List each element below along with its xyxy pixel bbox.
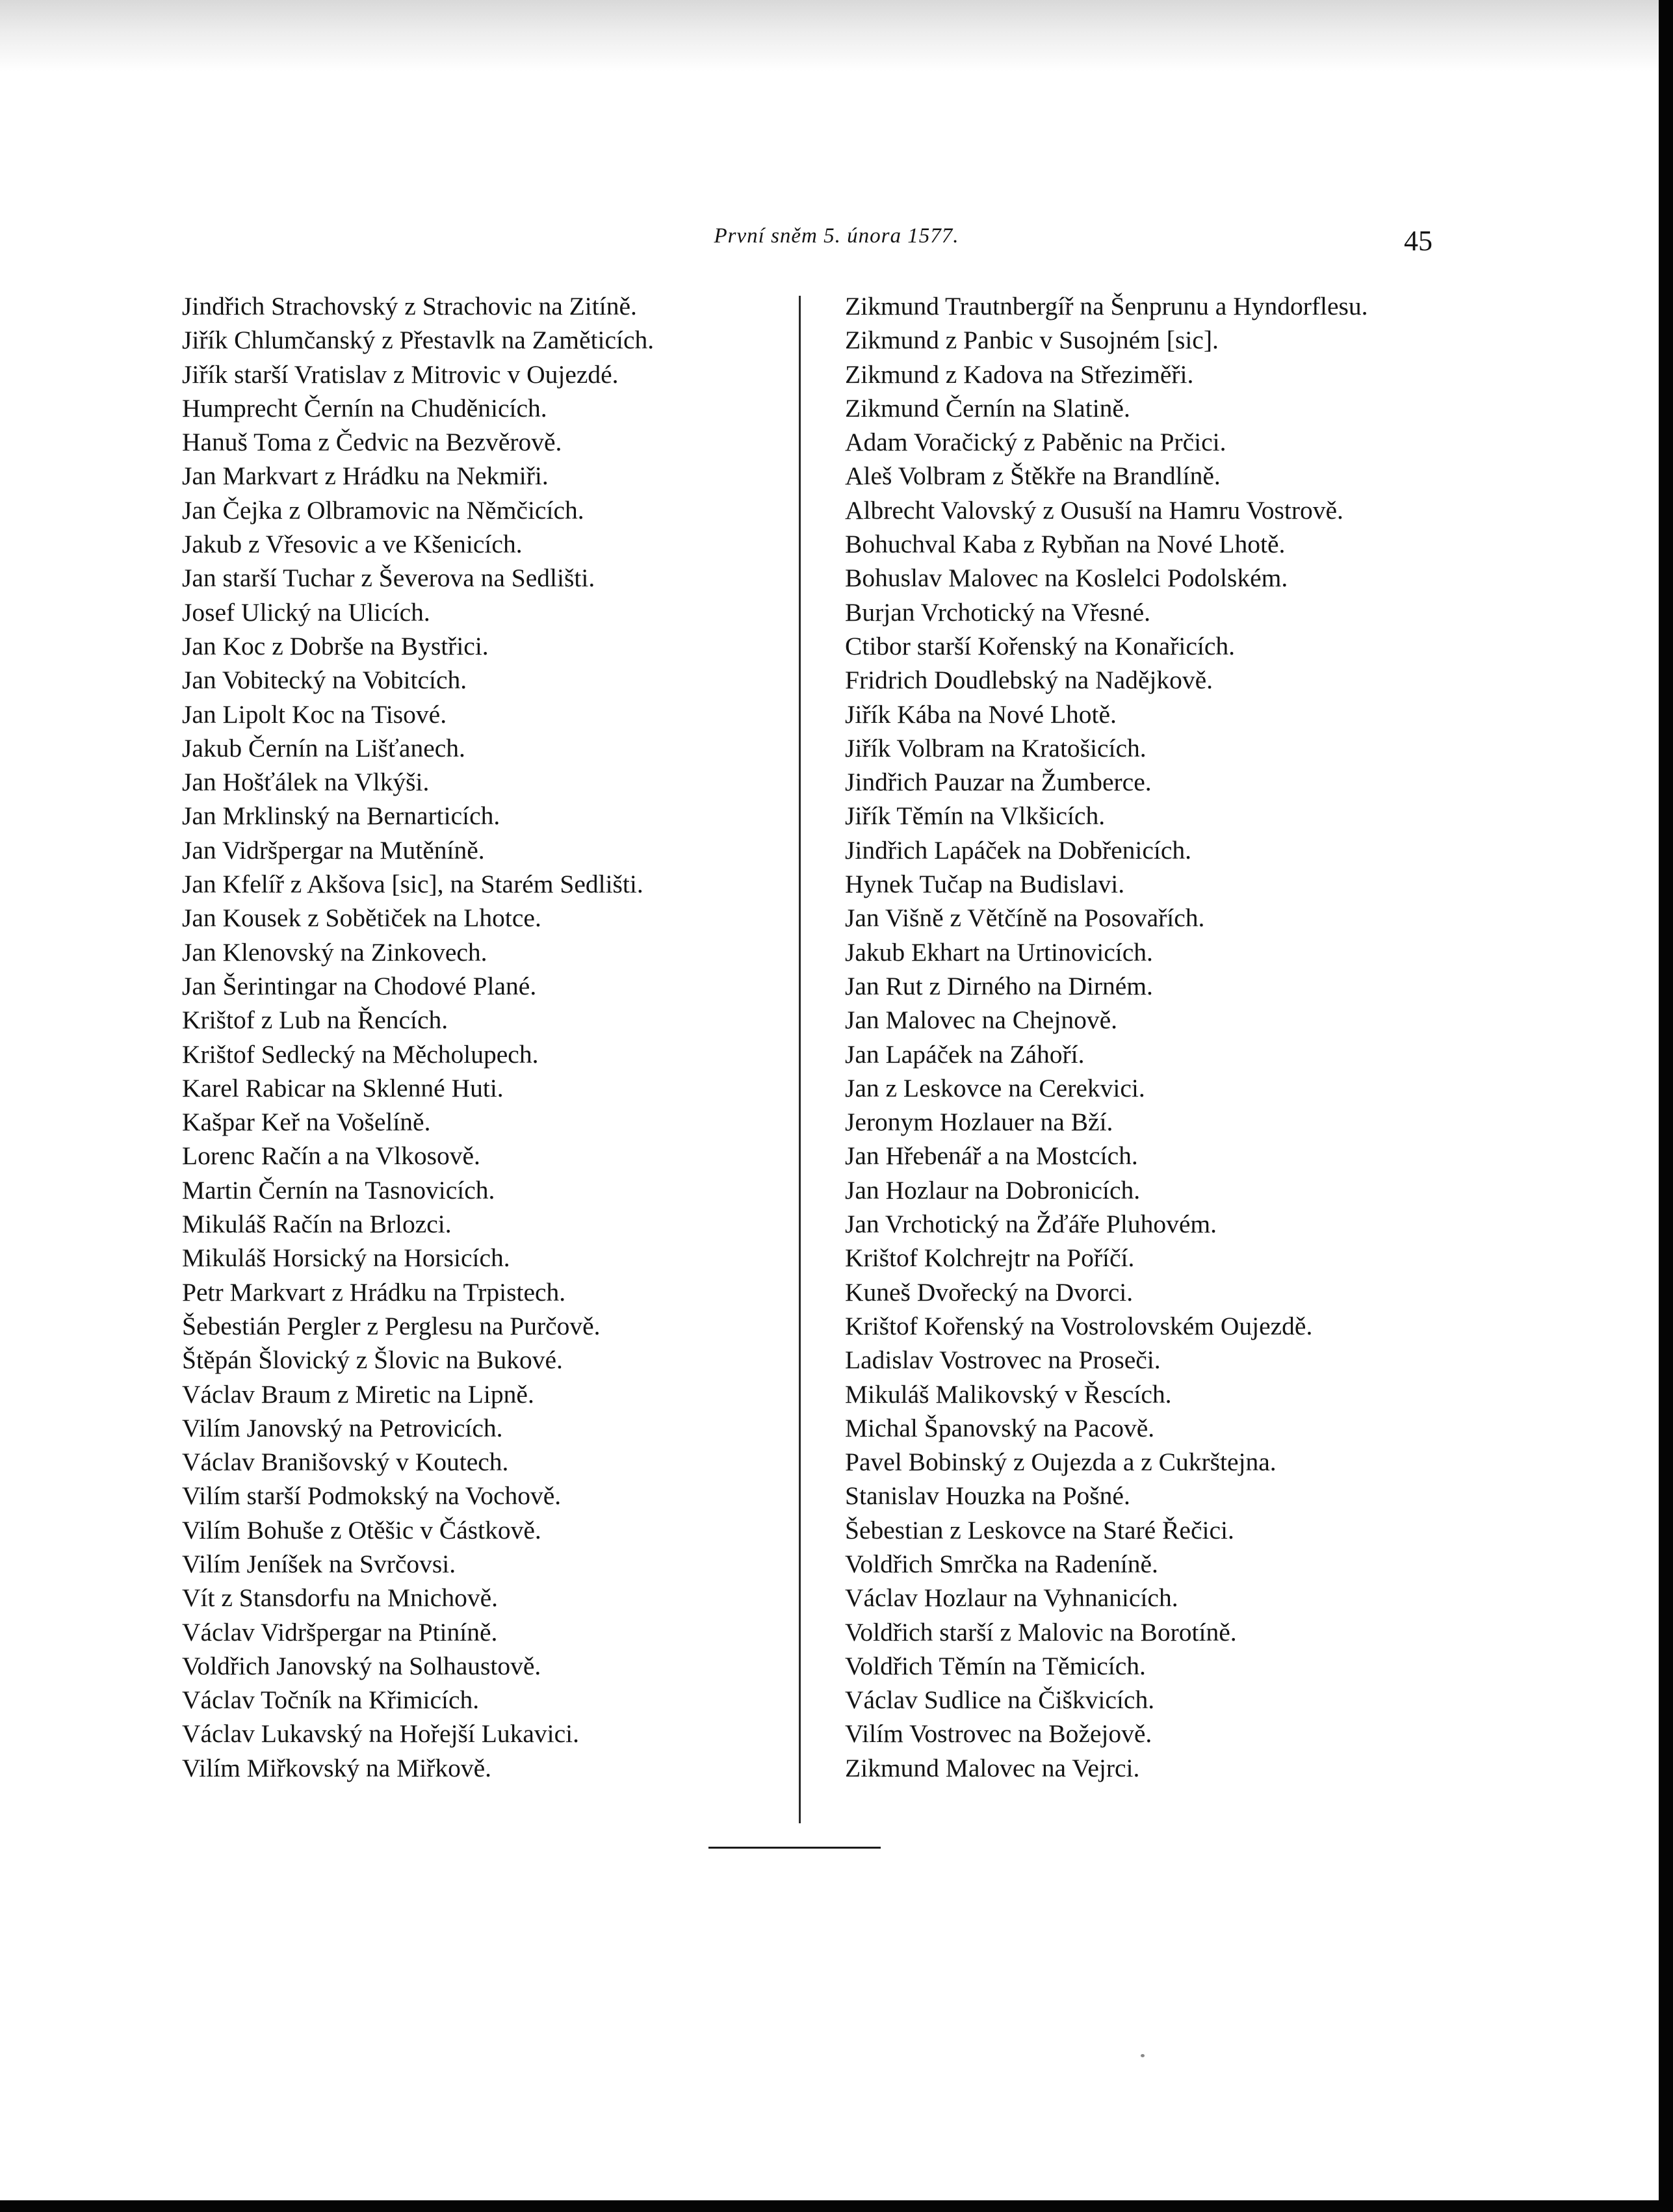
list-item: Voldřich Janovský na Solhaustově. [182,1651,541,1680]
list-item: Zikmund Černín na Slatině. [845,393,1130,423]
list-item: Jan z Leskovce na Cerekvici. [845,1073,1145,1102]
scan-right-border [1659,0,1673,2212]
list-item: Ctibor starší Kořenský na Konařicích. [845,631,1236,660]
list-item: Jan Lapáček na Záhoří. [845,1039,1085,1069]
list-item: Jiřík Kába na Nové Lhotě. [845,699,1117,729]
list-item: Jan Lipolt Koc na Tisové. [182,699,447,729]
list-item: Jan Malovec na Chejnově. [845,1006,1118,1035]
list-item: Vilím Jeníšek na Svrčovsi. [182,1549,456,1578]
list-item: Burjan Vrchotický na Vřesné. [845,597,1151,627]
left-column-list [182,289,790,1785]
list-item: Zikmund Trautnbergíř na Šenprunu a Hyndorflesu. [845,292,1368,320]
list-item: Fridrich Doudlebský na Nadějkově. [845,666,1213,695]
list-item: Jan Kfelíř z Akšova [sic], na Starém Sedlišti. [182,870,643,899]
list-item: Jan Markvart z Hrádku na Nekmiři. [182,462,549,491]
list-item: Aleš Volbram z Štěkře na Brandlíně. [845,462,1221,491]
list-item: Jan starší Tuchar z Ševerova na Sedlišti. [182,564,595,593]
list-item: Voldřich starší z Malovic na Borotíně. [845,1617,1237,1646]
list-item: Petr Markvart z Hrádku na Trpistech. [182,1277,566,1307]
list-item: Vilím Bohuše z Otěšic v Částkově. [182,1515,541,1544]
list-item: Jan Koc z Dobrše na Bystřici. [182,631,489,660]
list-item: Michal Španovský na Pacově. [845,1413,1155,1442]
list-item: Vilím Miřkovský na Miřkově. [182,1753,491,1782]
list-item: Václav Vidršpergar na Ptiníně. [182,1617,498,1646]
list-item: Šebestian z Leskovce na Staré Řečici. [845,1515,1234,1544]
scan-speck [1141,2054,1145,2057]
list-item: Krištof Kořenský na Vostrolovském Oujezdě. [845,1311,1313,1340]
list-item: Vilím Vostrovec na Božejově. [845,1719,1152,1749]
list-item: Václav Hozlaur na Vyhnanicích. [845,1583,1178,1613]
list-item: Vilím Janovský na Petrovicích. [182,1413,503,1442]
list-item: Jan Vrchotický na Žďáře Pluhovém. [845,1210,1217,1239]
list-item: Albrecht Valovský z Ousuší na Hamru Vostrově. [845,495,1343,525]
list-item: Jakub z Vřesovic a ve Kšenicích. [182,530,523,559]
list-item: Mikuláš Horsický na Horsicích. [182,1243,510,1273]
list-item: Krištof Sedlecký na Měcholupech. [182,1039,539,1069]
list-item: Štěpán Šlovický z Šlovic na Bukové. [182,1346,563,1375]
list-item: Humprecht Černín na Chuděnicích. [182,393,547,423]
list-item: Jeronym Hozlauer na Bží. [845,1108,1113,1137]
list-item: Kuneš Dvořecký na Dvorci. [845,1277,1134,1307]
list-item: Zikmund z Kadova na Střeziměři. [845,359,1194,389]
list-item: Jindřich Lapáček na Dobřenicích. [845,835,1192,865]
list-item: Jan Vidršpergar na Mutěníně. [182,835,485,865]
scan-bottom-border [0,2200,1673,2212]
list-item: Václav Sudlice na Čiškvicích. [845,1685,1155,1715]
running-header-title: První sněm 5. února 1577. [714,224,959,248]
list-item: Václav Branišovský v Koutech. [182,1448,509,1477]
list-item: Václav Točník na Křimicích. [182,1685,480,1715]
list-item: Ladislav Vostrovec na Proseči. [845,1346,1161,1375]
page-number: 45 [1404,225,1433,257]
list-item: Jakub Ekhart na Urtinovicích. [845,937,1153,967]
list-item: Josef Ulický na Ulicích. [182,597,430,627]
list-item: Jan Mrklinský na Bernarticích. [182,801,500,831]
list-item: Stanislav Houzka na Pošné. [845,1481,1130,1511]
list-item: Jiřík starší Vratislav z Mitrovic v Oujezdé. [182,359,619,389]
list-item: Jan Hřebenář a na Mostcích. [845,1141,1138,1171]
list-item: Jindřich Strachovský z Strachovic na Zitíně. [182,292,637,320]
scan-top-shading [0,0,1673,72]
list-item: Jakub Černín na Lišťanech. [182,733,465,762]
list-item: Hynek Tučap na Budislavi. [845,870,1125,899]
list-item: Krištof Kolchrejtr na Poříčí. [845,1243,1135,1273]
list-item: Kašpar Keř na Vošelíně. [182,1108,431,1137]
list-item: Voldřich Těmín na Těmicích. [845,1651,1146,1680]
list-item: Jan Kousek z Sobětiček na Lhotce. [182,904,541,933]
list-item: Jan Hošťálek na Vlkýši. [182,768,430,797]
list-item: Karel Rabicar na Sklenné Huti. [182,1073,504,1102]
list-item: Lorenc Račín a na Vlkosově. [182,1141,480,1171]
list-item: Zikmund Malovec na Vejrci. [845,1753,1140,1782]
list-item: Bohuslav Malovec na Koslelci Podolském. [845,564,1288,593]
list-item: Mikuláš Račín na Brlozci. [182,1210,452,1239]
list-item: Voldřich Smrčka na Radeníně. [845,1549,1158,1578]
list-item: Jindřich Pauzar na Žumberce. [845,768,1152,797]
list-item: Bohuchval Kaba z Rybňan na Nové Lhotě. [845,530,1286,559]
list-item: Martin Černín na Tasnovicích. [182,1175,495,1204]
list-item: Zikmund z Panbic v Susojném [sic]. [845,326,1219,355]
list-item: Vít z Stansdorfu na Mnichově. [182,1583,498,1613]
list-item: Pavel Bobinský z Oujezda a z Cukrštejna. [845,1448,1277,1477]
list-item: Jan Hozlaur na Dobronicích. [845,1175,1141,1204]
list-item: Jan Čejka z Olbramovic na Němčicích. [182,495,584,525]
list-item: Jan Vobitecký na Vobitcích. [182,666,467,695]
list-item: Jiřík Volbram na Kratošicích. [845,733,1147,762]
list-item: Krištof z Lub na Řencích. [182,1006,448,1035]
list-item: Jan Klenovský na Zinkovech. [182,937,487,967]
list-item: Jan Rut z Dirného na Dirném. [845,971,1153,1000]
list-item: Václav Braum z Miretic na Lipně. [182,1379,534,1409]
list-item: Jiřík Chlumčanský z Přestavlk na Zaměticích. [182,326,655,355]
list-item: Jan Višně z Větčíně na Posovařích. [845,904,1205,933]
list-item: Vilím starší Podmokský na Vochově. [182,1481,562,1511]
list-item: Šebestián Pergler z Perglesu na Purčově. [182,1311,601,1340]
right-column-list [845,289,1449,1785]
list-item: Adam Voračický z Paběnic na Prčici. [845,428,1226,457]
column-divider [799,296,801,1823]
list-item: Hanuš Toma z Čedvic na Bezvěrově. [182,428,562,457]
list-item: Václav Lukavský na Hořejší Lukavici. [182,1719,579,1749]
list-item: Jan Šerintingar na Chodové Plané. [182,971,537,1000]
list-item: Mikuláš Malikovský v Řescích. [845,1379,1172,1409]
list-item: Jiřík Těmín na Vlkšicích. [845,801,1106,831]
end-rule [708,1847,881,1849]
